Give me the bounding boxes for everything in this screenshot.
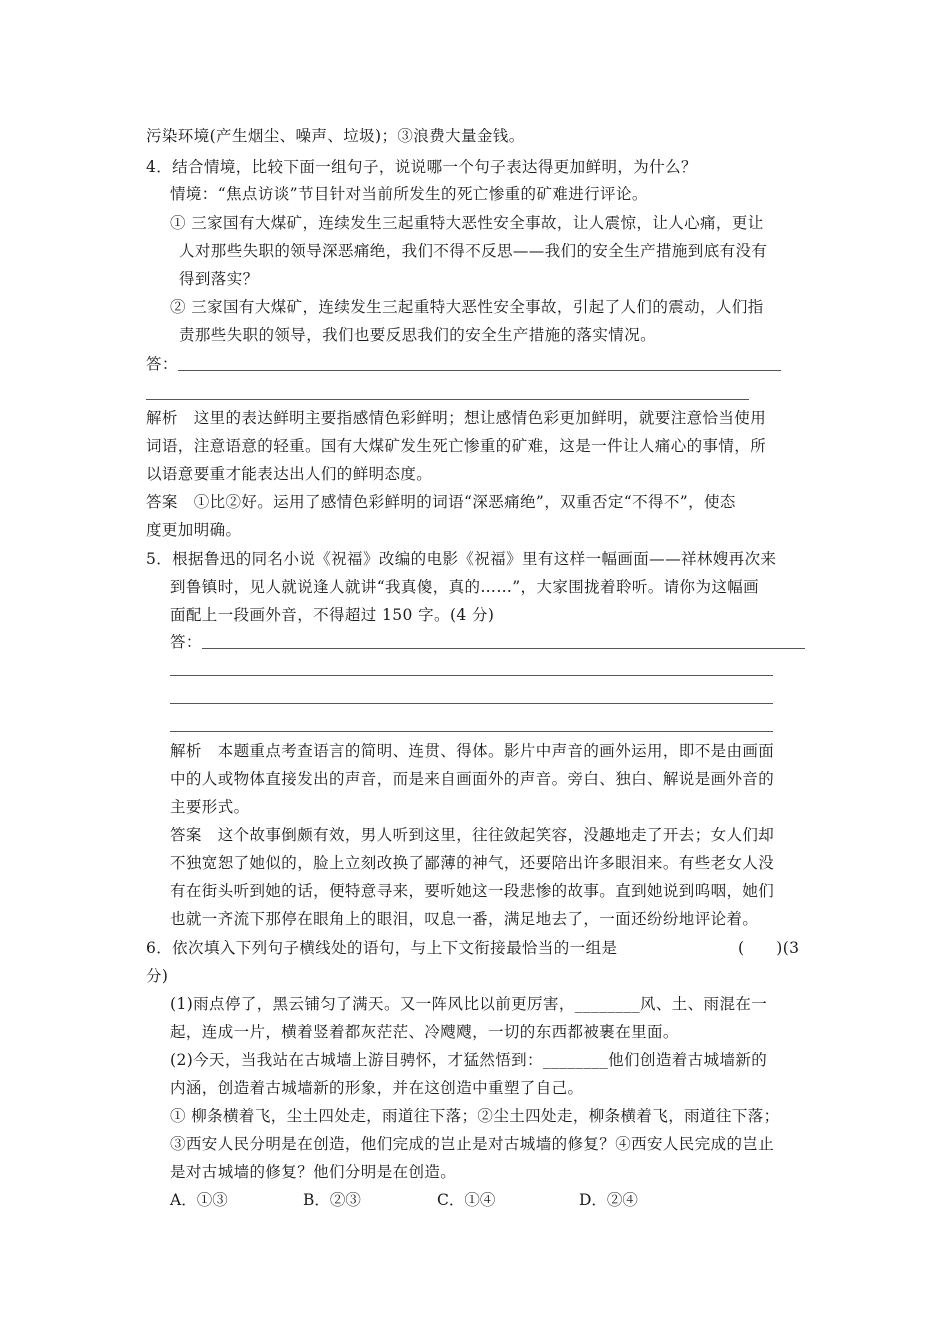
q4-analysis: 以语意要重才能表达出人们的鲜明态度。 (146, 465, 433, 483)
q6-passage-1: 起，连成一片，横着竖着都灰茫茫、冷飕飕，一切的东西都被裹在里面。 (170, 1023, 679, 1041)
q5-analysis: 解析 本题重点考查语言的简明、连贯、得体。影片中声音的画外运用，即不是由画面 (170, 742, 775, 760)
q5-stem: 面配上一段画外音，不得超过 150 字。(4 分) (170, 606, 495, 624)
q4-answer-line[interactable] (146, 399, 749, 400)
q4-context: 情境：“焦点访谈”节目针对当前所发生的死亡惨重的矿难进行评论。 (170, 185, 648, 203)
q3-answer-tail: 污染环境(产生烟尘、噪声、垃圾)；③浪费大量金钱。 (146, 127, 525, 145)
q5-key: 不独宽恕了她似的，脸上立刻改换了鄙薄的神气，还要陪出许多眼泪来。有些老女人没 (170, 854, 775, 872)
q6-passage-2: 内涵，创造着古城墙新的形象，并在这创造中重塑了自己。 (170, 1079, 584, 1097)
q4-stem: 4．结合情境，比较下面一组句子，说说哪一个句子表达得更加鲜明，为什么？ (146, 158, 697, 176)
q5-analysis: 主要形式。 (170, 798, 250, 816)
q6-option-a[interactable]: A．①③ (170, 1191, 228, 1209)
q4-key: 答案 ①比②好。运用了感情色彩鲜明的词语“深恶痛绝”，双重否定“不得不”，使态 (146, 493, 736, 511)
q6-option-c[interactable]: C．①④ (437, 1191, 496, 1209)
q6-passage-2: (2)今天，当我站在古城墙上游目骋怀，才猛然悟到：________他们创造着古城墙新的 (170, 1051, 768, 1069)
q5-key: 答案 这个故事倒颇有效，男人听到这里，往往敛起笑容，没趣地走了开去；女人们却 (170, 826, 775, 844)
q4-answer-line[interactable] (178, 370, 781, 371)
q6-passage-1: (1)雨点停了，黑云铺匀了满天。又一阵风比以前更厉害，________风、土、雨混在一 (170, 995, 768, 1013)
q5-stem: 5．根据鲁迅的同名小说《祝福》改编的电影《祝福》里有这样一幅画面——祥林嫂再次来 (146, 550, 777, 568)
q5-answer-line[interactable] (170, 731, 773, 732)
q6-answer-paren[interactable]: ( )(3 (738, 939, 800, 957)
q6-score-tail: 分) (146, 967, 169, 985)
q6-option-d[interactable]: D．②④ (579, 1191, 638, 1209)
q5-key: 也就一齐流下那停在眼角上的眼泪，叹息一番，满足地去了，一面还纷纷地评论着。 (170, 910, 759, 928)
q5-answer-line[interactable] (170, 675, 773, 676)
q4-analysis: 解析 这里的表达鲜明主要指感情色彩鲜明；想让感情色彩更加鲜明，就要注意恰当使用 (146, 409, 767, 427)
q6-stem: 6．依次填入下列句子横线处的语句，与上下文衔接最恰当的一组是 (146, 939, 618, 957)
q5-answer-line[interactable] (170, 703, 773, 704)
q6-option-b[interactable]: B．②③ (303, 1191, 361, 1209)
q6-choices-text: 是对古城墙的修复？他们分明是在创造。 (170, 1163, 457, 1181)
q5-analysis: 中的人或物体直接发出的声音，而是来自画面外的声音。旁白、独白、解说是画外音的 (170, 770, 775, 788)
q5-answer-line[interactable] (202, 648, 805, 649)
q5-stem: 到鲁镇时，见人就说逢人就讲“我真傻，真的……”，大家围拢着聆听。请你为这幅画 (170, 578, 760, 596)
q4-sentence-1: 人对那些失职的领导深恶痛绝，我们不得不反思——我们的安全生产措施到底有没有 (179, 242, 768, 260)
q6-choices-text: ③西安人民分明是在创造，他们完成的岂止是对古城墙的修复？④西安人民完成的岂止 (170, 1135, 775, 1153)
q4-sentence-1: 得到落实？ (179, 270, 259, 288)
q5-answer-label: 答： (170, 633, 202, 651)
q6-choices-text: ① 柳条横着飞，尘土四处走，雨道往下落；②尘土四处走，柳条横着飞，雨道往下落； (170, 1107, 780, 1125)
q4-sentence-2: 责那些失职的领导，我们也要反思我们的安全生产措施的落实情况。 (179, 326, 657, 344)
q4-sentence-2: ② 三家国有大煤矿，连续发生三起重特大恶性安全事故，引起了人们的震动，人们指 (170, 298, 764, 316)
q5-key: 有在街头听到她的话，便特意寻来，要听她这一段悲惨的故事。直到她说到呜咽，她们 (170, 882, 775, 900)
q4-analysis: 词语，注意语意的轻重。国有大煤矿发生死亡惨重的矿难，这是一件让人痛心的事情，所 (146, 437, 767, 455)
q4-answer-label: 答： (146, 355, 178, 373)
q4-key: 度更加明确。 (146, 521, 242, 539)
q4-sentence-1: ① 三家国有大煤矿，连续发生三起重特大恶性安全事故，让人震惊，让人心痛，更让 (170, 214, 764, 232)
